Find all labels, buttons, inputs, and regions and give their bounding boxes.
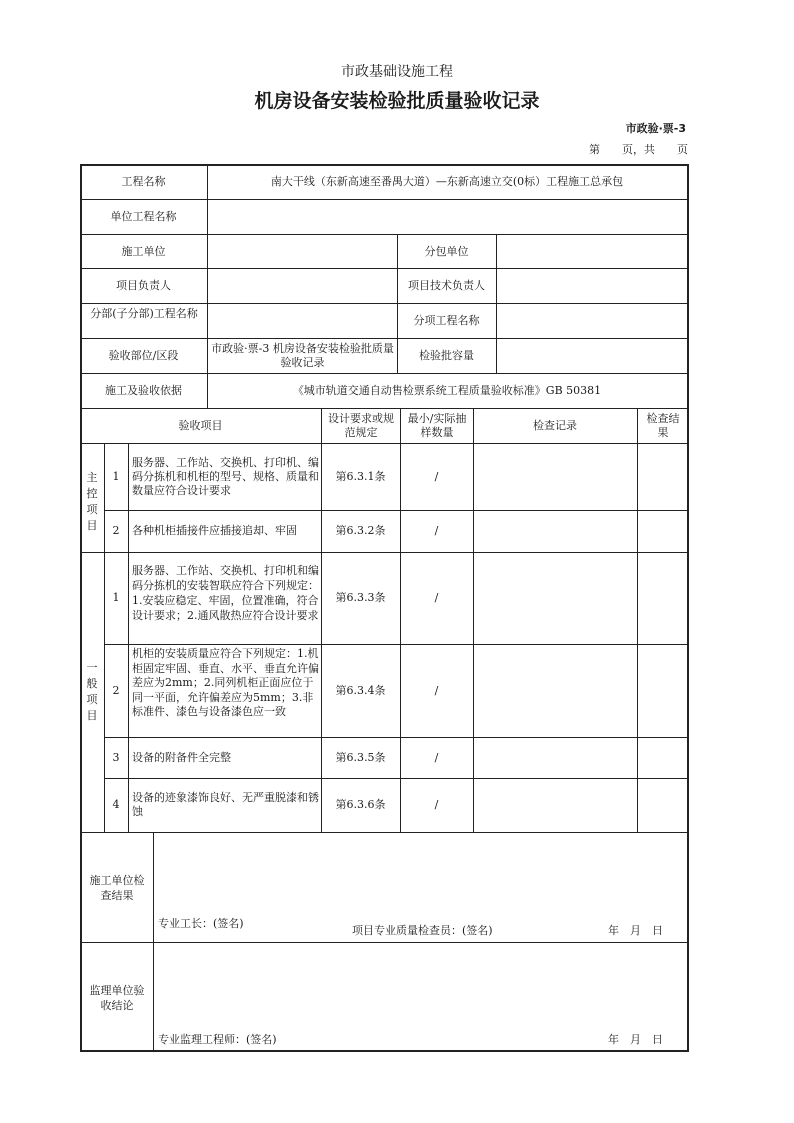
project-name-value: 南大干线（东新高速至番禺大道）—东新高速立交(0标）工程施工总承包 [270, 175, 624, 188]
org-title: 市政基础设施工程 [341, 64, 453, 80]
manager-label: 项目负责人 [116, 279, 171, 292]
general-row-4-sample: / [434, 798, 439, 811]
basis-value: 《城市轨道交通自动售检票系统工程质量验收标准》GB 50381 [292, 384, 602, 397]
form-code: 市政验·票-3 [625, 122, 686, 135]
general-row-3-sample: / [434, 751, 439, 764]
general-row-3-no: 3 [112, 751, 120, 764]
general-row-4-desc: 设备的迹象漆饰良好、无严重脱漆和锈蚀 [132, 791, 319, 818]
header-sample: 最小/实际抽样数量 [407, 412, 467, 439]
contractor-inspector-sign: 项目专业质量检查员：(签名) [352, 924, 493, 937]
general-row-4-clause: 第6.3.6条 [335, 798, 386, 811]
page-title: 机房设备安装检验批质量验收记录 [254, 90, 540, 112]
supervisor-engineer-sign: 专业监理工程师：(签名) [158, 1033, 277, 1046]
main-row-2-sample: / [434, 524, 439, 537]
contractor-foreman-sign: 专业工长：(签名) [158, 917, 244, 930]
division-label: 分部(子分部)工程名称 [90, 307, 198, 320]
subitem-label: 分项工程名称 [413, 314, 480, 327]
main-row-2-clause: 第6.3.2条 [335, 524, 386, 537]
contractor-label: 施工单位 [121, 245, 166, 258]
general-row-2-sample: / [434, 684, 439, 697]
tech-manager-label: 项目技术负责人 [408, 279, 485, 292]
location-label: 验收部位/区段 [108, 349, 179, 362]
main-row-1-sample: / [434, 470, 439, 483]
header-design: 设计要求或规范规定 [328, 412, 394, 439]
main-row-1-clause: 第6.3.1条 [335, 470, 386, 483]
batch-capacity-label: 检验批容量 [419, 349, 474, 362]
supervisor-check-date: 年 月 日 [608, 1033, 663, 1046]
general-row-1-no: 1 [112, 591, 120, 604]
header-record: 检查记录 [533, 419, 577, 432]
contractor-check-date: 年 月 日 [608, 924, 663, 937]
general-row-2-clause: 第6.3.4条 [335, 684, 386, 697]
location-value: 市政验·票-3 机房设备安装检验批质量验收记录 [211, 342, 394, 369]
contractor-check-label: 施工单位检查结果 [89, 874, 145, 902]
project-name-label: 工程名称 [121, 175, 166, 188]
general-row-3-desc: 设备的附备件全完整 [132, 751, 231, 764]
basis-label: 施工及验收依据 [105, 384, 182, 397]
supervisor-check-label: 监理单位验收结论 [89, 984, 145, 1012]
general-row-2-no: 2 [112, 684, 120, 697]
main-row-2-no: 2 [112, 524, 120, 537]
header-item: 验收项目 [178, 419, 223, 432]
subcontractor-label: 分包单位 [424, 245, 469, 258]
general-row-4-no: 4 [112, 798, 120, 811]
main-row-2-desc: 各种机柜插接件应插接追却、牢固 [132, 524, 297, 537]
general-row-2-desc: 机柜的安装质量应符合下列规定：1.机柜固定牢固、垂直、水平、垂直允许偏差应为2mm；2.同列机柜正面应位于同一平面，允许偏差应为5mm；3.非标准件、漆色与设备漆色应一致 [132, 647, 319, 718]
general-group-label: 一般项目 [86, 661, 98, 722]
general-row-1-clause: 第6.3.3条 [335, 591, 386, 604]
main-group-label: 主控项目 [86, 471, 98, 532]
main-row-1-no: 1 [112, 470, 120, 483]
general-row-3-clause: 第6.3.5条 [335, 751, 386, 764]
unit-project-label: 单位工程名称 [110, 210, 177, 223]
general-row-1-sample: / [434, 591, 439, 604]
page-info: 第 页，共 页 [589, 143, 688, 156]
general-row-1-desc: 服务器、工作站、交换机、打印机和编码分拣机的安装智联应符合下列规定：1.安装应稳定、牢固，位置准确，符合设计要求；2.通风散热应符合设计要求 [132, 564, 319, 622]
main-row-1-desc: 服务器、工作站、交换机、打印机、编码分拣机和机柜的型号、规格、质量和数量应符合设计要求 [132, 456, 319, 497]
header-result: 检查结果 [646, 412, 680, 439]
